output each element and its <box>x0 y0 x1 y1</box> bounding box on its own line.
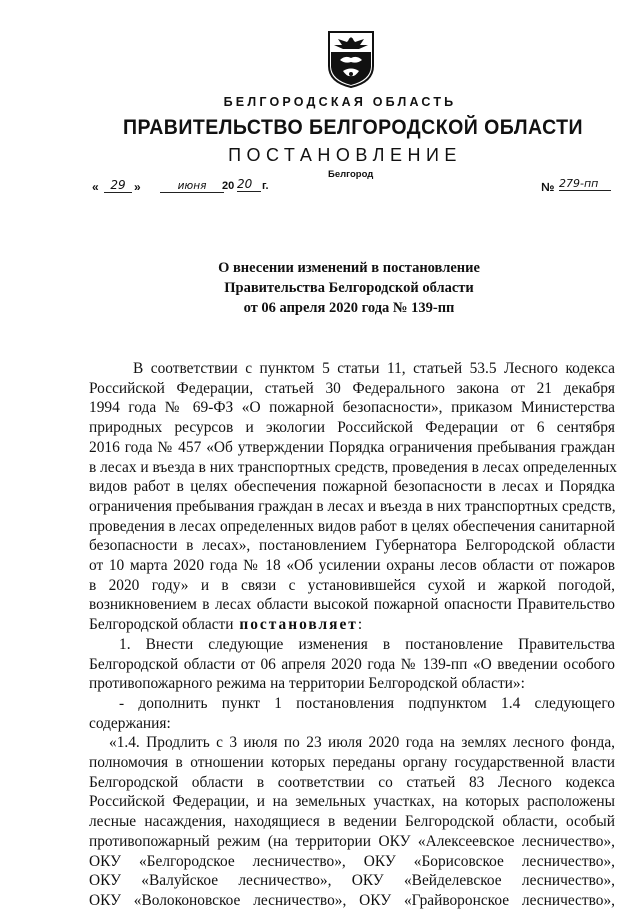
body-line: противопожарный режим (на территории ОКУ «Алексеевское лесничество», <box>89 832 615 850</box>
body-line: полномочия в отношении которых переданы органу государственной власти <box>89 754 615 772</box>
body-line: лесные насаждения, находящиеся в ведении Белгородской области, особый <box>89 813 615 831</box>
body-line: ОКУ «Белгородское лесничество», ОКУ «Борисовское лесничество», <box>89 852 615 870</box>
body-line: «1.4. Продлить с 3 июля по 23 июля 2020 года на землях лесного фонда, <box>109 734 615 752</box>
body-line: - дополнить пункт 1 постановления подпунктом 1.4 следующего <box>119 694 615 712</box>
body-line: природных ресурсов и экологии Российской Федерации от 6 сентября <box>89 419 615 437</box>
number-value: 279-пп <box>559 177 611 191</box>
coat-of-arms-icon <box>326 30 376 88</box>
document-type-title: ПОСТАНОВЛЕНИЕ <box>228 145 462 165</box>
body-line: в 2020 году» и в связи с установившейся сухой и жаркой погодой, <box>89 576 615 594</box>
body-line: В соответствии с пунктом 5 статьи 11, статьей 53.5 Лесного кодекса <box>133 360 615 377</box>
decree-subject <box>0 258 640 318</box>
body-line: возникновением в лесах области высокой пожарной опасности Правительство <box>89 596 615 614</box>
body-line: Российской Федерации, статьей 30 Федерального закона от 21 декабря <box>89 379 615 397</box>
date-open-quote: « <box>92 180 99 194</box>
date-year-prefix: 20 <box>222 180 235 192</box>
body-line: 1994 года № 69-ФЗ «О пожарной безопасности», приказом Министерства <box>89 399 615 417</box>
government-title: ПРАВИТЕЛЬСТВО БЕЛГОРОДСКОЙ ОБЛАСТИ <box>122 116 584 139</box>
body-line: 2016 года № 457 «Об утверждении Порядка ограничения пребывания граждан <box>89 438 615 456</box>
date-month: июня <box>160 180 224 193</box>
body-line: содержания: <box>89 714 171 732</box>
body-line: 1. Внести следующие изменения в постановление Правительства <box>119 635 615 653</box>
number-sign: № <box>541 180 555 194</box>
decree-body <box>89 359 615 911</box>
body-text-fragment: Белгородской области <box>89 616 234 634</box>
body-line: Российской Федерации, и на земельных участках, на которых расположены <box>89 793 615 811</box>
body-line: Белгородской области в соответствии со статьей 83 Лесного кодекса <box>89 773 615 791</box>
date-day: 29 <box>104 178 132 193</box>
body-line: противопожарного режима на территории Белгородской области»: <box>89 675 525 693</box>
city-name: Белгород <box>328 169 374 180</box>
body-line: ограничения пребывания граждан в лесах и въезда в них транспортных средств, <box>89 497 616 515</box>
body-line: ОКУ «Волоконовское лесничество», ОКУ «Грайворонское лесничество», <box>89 891 615 909</box>
body-text-fragment: : <box>357 616 363 634</box>
region-name: БЕЛГОРОДСКАЯ ОБЛАСТЬ <box>223 95 457 109</box>
date-year-abbrev: г. <box>262 180 269 192</box>
body-line: проведения в лесах определенных видов работ в целях обеспечения санитарной <box>89 517 615 535</box>
body-line: в лесах и въезда в них транспортных средств, проведения в лесах определенных <box>89 458 617 476</box>
subject-line: Правительства Белгородской области <box>224 280 474 296</box>
body-line: ОКУ «Валуйское лесничество», ОКУ «Вейделевское лесничество», <box>89 872 615 890</box>
body-line: видов работ в целях обеспечения пожарной безопасности в лесах и Порядка <box>89 478 615 496</box>
date-year-suffix: 20 <box>237 177 261 192</box>
body-line: Белгородской области от 06 апреля 2020 года № 139-пп «О введении особого <box>89 655 615 673</box>
date-close-quote: » <box>134 180 141 194</box>
subject-line: от 06 апреля 2020 года № 139-пп <box>243 300 455 316</box>
subject-line: О внесении изменений в постановление <box>218 260 480 276</box>
body-line: безопасности в лесах», постановлением Губернатора Белгородской области <box>89 537 615 555</box>
body-line: от 10 марта 2020 года № 18 «Об усилении охраны лесов области от пожаров <box>89 557 615 575</box>
resolves-word: постановляет <box>233 616 358 634</box>
body-line <box>89 615 615 635</box>
